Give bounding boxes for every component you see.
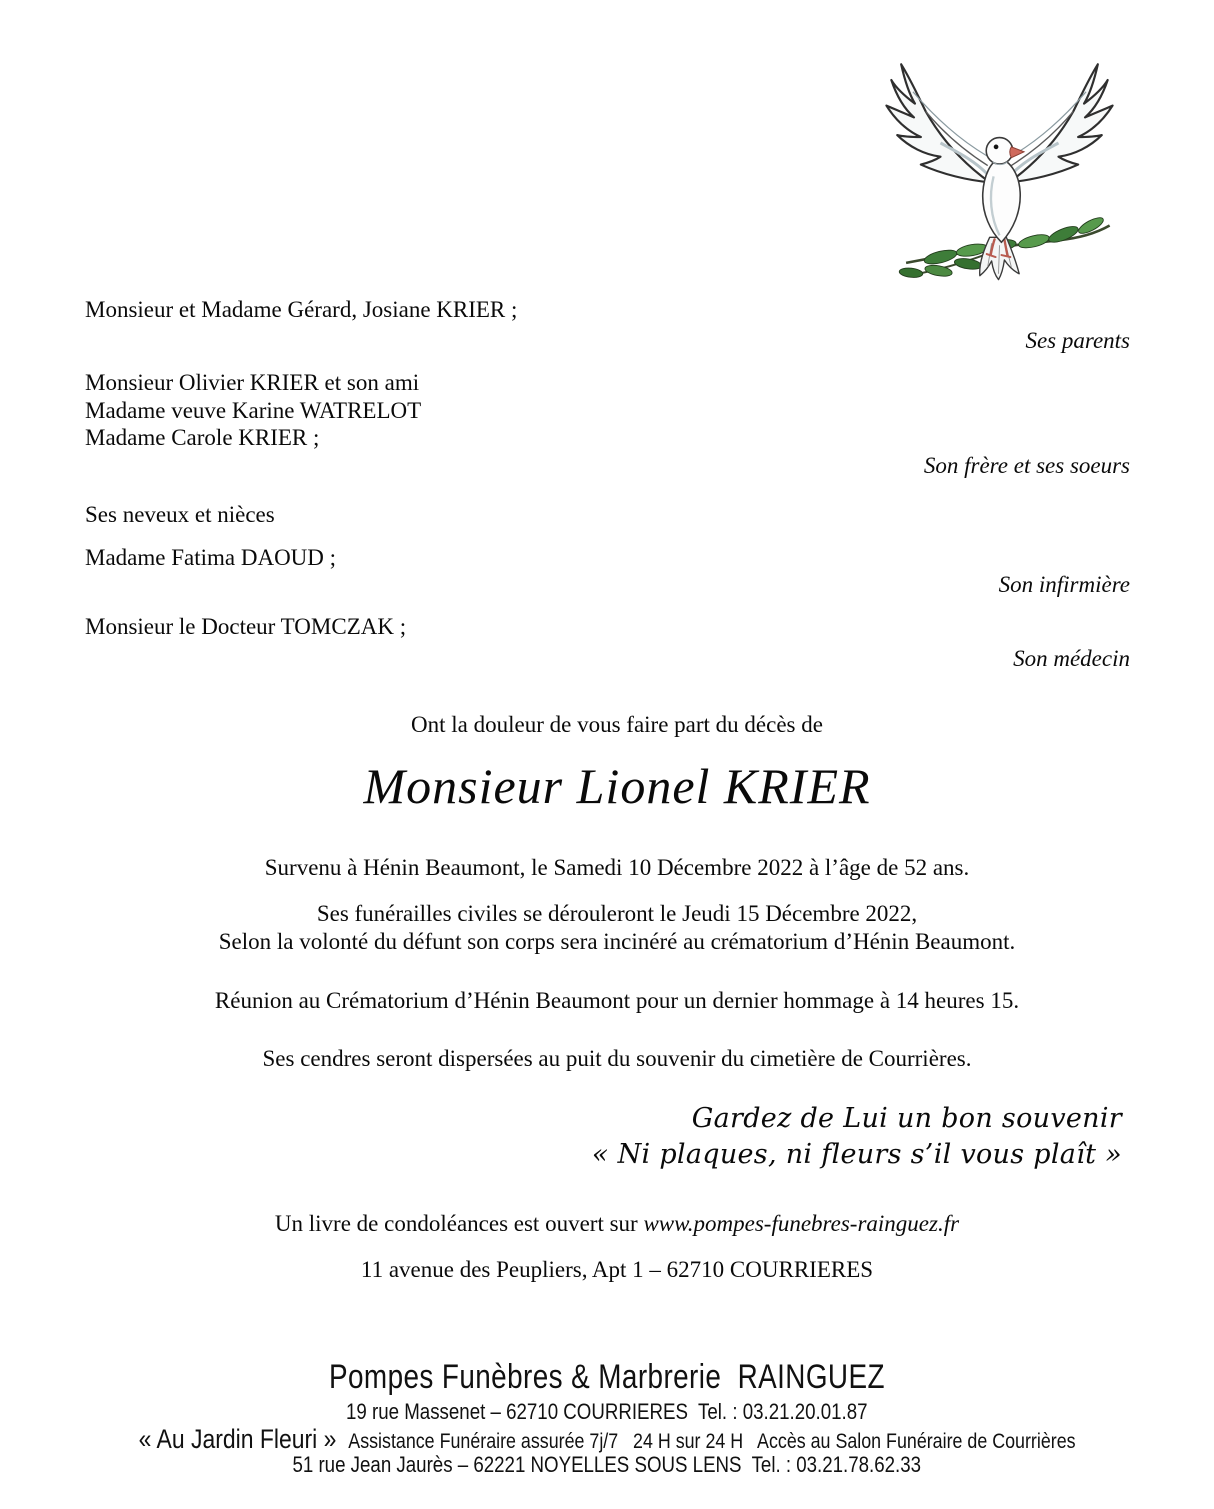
relative-line-sister-1: Madame veuve Karine WATRELOT: [85, 398, 422, 423]
death-details: Survenu à Hénin Beaumont, le Samedi 10 Décembre 2022 à l’âge de 52 ans.: [264, 855, 970, 880]
footer-address-row-2: [0, 1452, 1214, 1478]
ceremony-line: Réunion au Crématorium d’Hénin Beaumont pour un dernier hommage à 14 heures 15.: [214, 988, 1020, 1013]
relation-label-parents: Ses parents: [1025, 328, 1130, 353]
relative-line-nieces: Ses neveux et nièces: [85, 502, 275, 527]
announcement-intro: Ont la douleur de vous faire part du décès de: [411, 712, 823, 737]
condolences-url: www.pompes-funebres-rainguez.fr: [643, 1211, 960, 1236]
relative-line-brother: Monsieur Olivier KRIER et son ami: [85, 370, 420, 395]
dove-icon: [852, 48, 1147, 290]
footer-company-row: [0, 1358, 1214, 1397]
tribute-line-2: « Ni plaques, ni fleurs s’il vous plaît »: [591, 1139, 1122, 1170]
footer-brand-name: « Au Jardin Fleuri »: [138, 1424, 337, 1454]
deceased-address: 11 avenue des Peupliers, Apt 1 – 62710 COURRIERES: [360, 1257, 874, 1282]
relation-label-siblings: Son frère et ses soeurs: [923, 453, 1130, 478]
relative-line-nurse: Madame Fatima DAOUD ;: [85, 545, 337, 570]
footer-services-row: [0, 1424, 1214, 1455]
relative-line-sister-2: Madame Carole KRIER ;: [85, 425, 320, 450]
relative-line-doctor: Monsieur le Docteur TOMCZAK ;: [85, 614, 407, 639]
dove-olive-branch-illustration: [852, 48, 1147, 290]
cremation-line: Selon la volonté du défunt son corps sera incinéré au crématorium d’Hénin Beaumont.: [218, 929, 1016, 954]
relation-label-nurse: Son infirmière: [998, 572, 1130, 597]
tribute-line-1: Gardez de Lui un bon souvenir: [691, 1103, 1122, 1134]
footer-services-text: Assistance Funéraire assurée 7j/7 24 H sur 24 H Accès au Salon Funéraire de Courrières: [348, 1430, 1076, 1453]
deceased-name: Monsieur Lionel KRIER: [363, 758, 871, 814]
condolences-text: Un livre de condoléances est ouvert sur: [274, 1211, 644, 1236]
condolences-line: [20, 1211, 1214, 1237]
footer-services-group: [139, 1424, 1076, 1455]
ashes-line: Ses cendres seront dispersées au puit du souvenir du cimetière de Courrières.: [262, 1046, 972, 1071]
funeral-date-line: Ses funérailles civiles se dérouleront le Jeudi 15 Décembre 2022,: [316, 901, 918, 926]
footer-company-name: Pompes Funèbres & Marbrerie RAINGUEZ: [329, 1358, 885, 1396]
footer-address-row-1: [0, 1399, 1214, 1425]
footer-address-2: 51 rue Jean Jaurès – 62221 NOYELLES SOUS LENS Tel. : 03.21.78.62.33: [292, 1452, 922, 1477]
relation-label-doctor: Son médecin: [1013, 646, 1130, 671]
relative-line-parents: Monsieur et Madame Gérard, Josiane KRIER ;: [85, 297, 518, 322]
footer-address-1: 19 rue Massenet – 62710 COURRIERES Tel. : 03.21.20.01.87: [346, 1399, 868, 1424]
